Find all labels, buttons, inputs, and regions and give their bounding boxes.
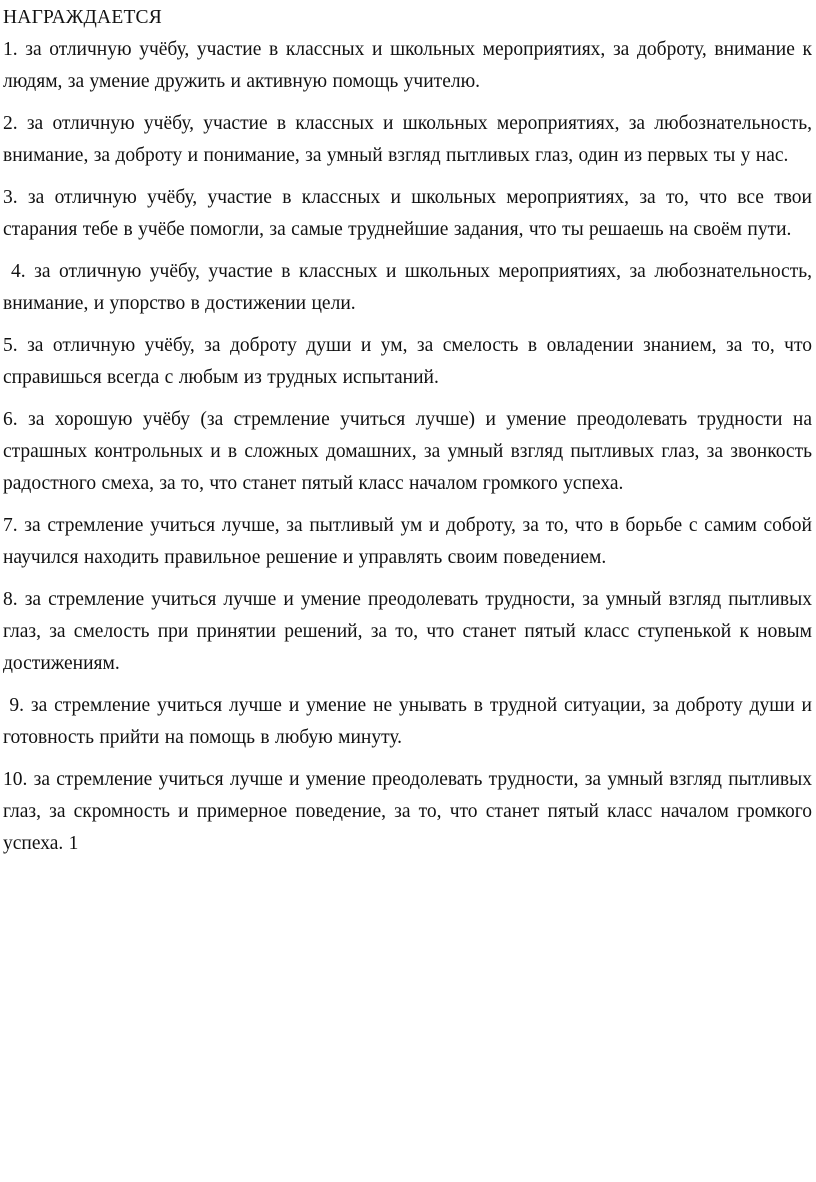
award-item-9: 9. за стремление учиться лучше и умение не унывать в трудной ситуации, за доброту души и готовность прийти на помощь в любую минуту. (3, 695, 812, 748)
award-item-8: 8. за стремление учиться лучше и умение преодолевать трудности, за умный взгляд пытливых глаз, за смелость при принятии решений, за то, что станет пятый класс ступенькой к новым достижениям. (3, 589, 812, 674)
leading-space (3, 695, 9, 716)
award-item-10: 10. за стремление учиться лучше и умение преодолевать трудности, за умный взгляд пытливых глаз, за скромность и примерное поведение, за то, что станет пятый класс началом громкого успеха. 1 (3, 769, 812, 854)
award-item-3: 3. за отличную учёбу, участие в классных и школьных мероприятиях, за то, что все твои старания тебе в учёбе помогли, за самые труднейшие задания, что ты решаешь на своём пути. (3, 187, 812, 240)
award-item-4: 4. за отличную учёбу, участие в классных и школьных мероприятиях, за любознательность, внимание, и упорство в достижении цели. (3, 261, 813, 314)
award-item-2: 2. за отличную учёбу, участие в классных и школьных мероприятиях, за любознательность, внимание, за доброту и понимание, за умный взгляд пытливых глаз, один из первых ты у нас. (3, 113, 812, 166)
document-heading: НАГРАЖДАЕТСЯ (3, 7, 162, 28)
award-item-1: 1. за отличную учёбу, участие в классных и школьных мероприятиях, за доброту, внимание к людям, за умение дружить и активную помощь учителю. (3, 39, 812, 92)
award-item-6: 6. за хорошую учёбу (за стремление учиться лучше) и умение преодолевать трудности на страшных контрольных и в сложных домашних, за умный взгляд пытливых глаз, за звонкость радостного смеха, за то, что станет пятый класс началом громкого успеха. (3, 409, 812, 494)
award-item-5: 5. за отличную учёбу, за доброту души и ум, за смелость в овладении знанием, за то, что справишься всегда с любым из трудных испытаний. (3, 335, 812, 388)
leading-space (3, 261, 11, 282)
award-item-7: 7. за стремление учиться лучше, за пытливый ум и доброту, за то, что в борьбе с самим собой научился находить правильное решение и управлять своим поведением. (3, 515, 812, 568)
